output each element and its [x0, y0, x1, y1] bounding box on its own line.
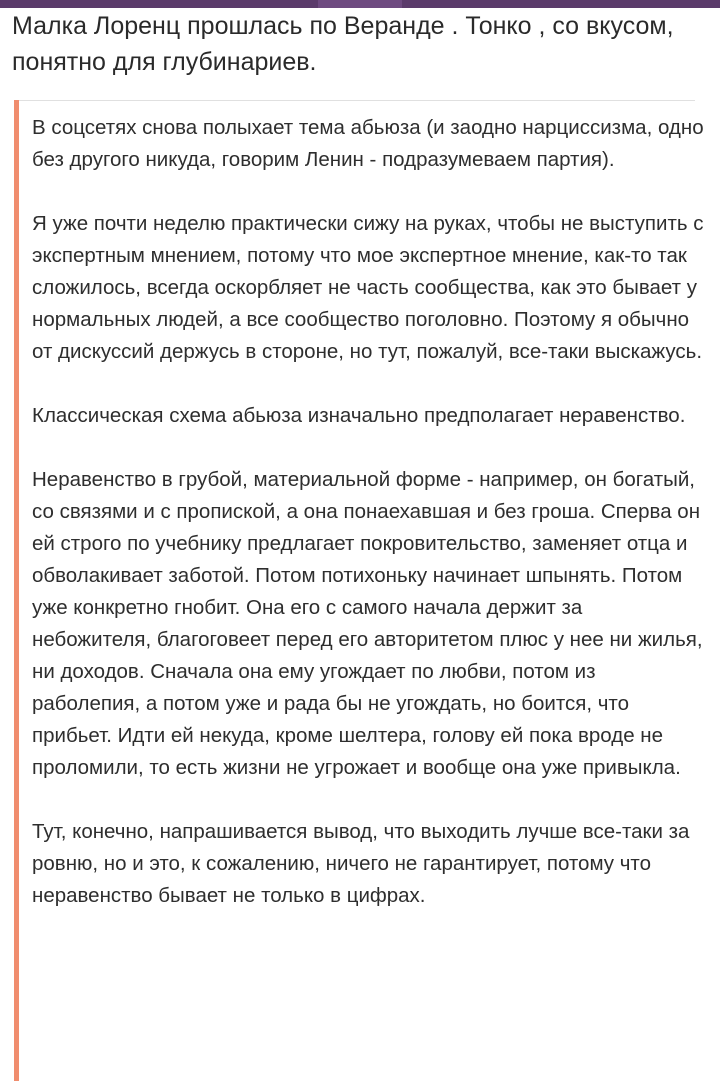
post-intro-text: Малка Лоренц прошлась по Веранде . Тонко , со вкусом, понятно для глубинариев. [12, 12, 674, 76]
quote-block [14, 100, 720, 1081]
quote-border [14, 100, 19, 1081]
quote-paragraph: Тут, конечно, напрашивается вывод, что выходить лучше все-таки за ровню, но и это, к сожалению, ничего не гарантирует, потому что неравенство бывает не только в цифрах. [32, 820, 690, 907]
quote-text [32, 112, 706, 944]
quote-paragraph: Классическая схема абьюза изначально предполагает неравенство. [32, 404, 686, 427]
quote-paragraph: Неравенство в грубой, материальной форме - например, он богатый, со связями и с пропиской, а она понаехавшая и без гроша. Сперва он ей строго по учебнику предлагает покровительство, заменяет отца и обволакивает заботой. Потом потихоньку начинает шпынять. Потом уже конкретно гнобит. Она его с самого начала держит за небожителя, благоговеет перед его авторитетом плюс у нее ни жилья, ни доходов. Сначала она ему угождает по любви, потом из раболепия, а потом уже и рада бы не угождать, но боится, что прибьет. Идти ей некуда, кроме шелтера, голову ей пока вроде не проломили, то есть жизни не угрожает и вообще она уже привыкла. [32, 468, 703, 779]
quote-paragraph: В соцсетях снова полыхает тема абьюза (и заодно нарциссизма, одно без другого никуда, говорим Ленин - подразумеваем партия). [32, 116, 704, 171]
quote-divider [19, 100, 695, 101]
quote-paragraph: Я уже почти неделю практически сижу на руках, чтобы не выступить с экспертным мнением, потому что мое экспертное мнение, как-то так сложилось, всегда оскорбляет не часть сообщества, как это бывает у нормальных людей, а все сообщество поголовно. Поэтому я обычно от дискуссий держусь в стороне, но тут, пожалуй, все-таки выскажусь. [32, 212, 704, 363]
top-bar-accent [318, 0, 402, 8]
